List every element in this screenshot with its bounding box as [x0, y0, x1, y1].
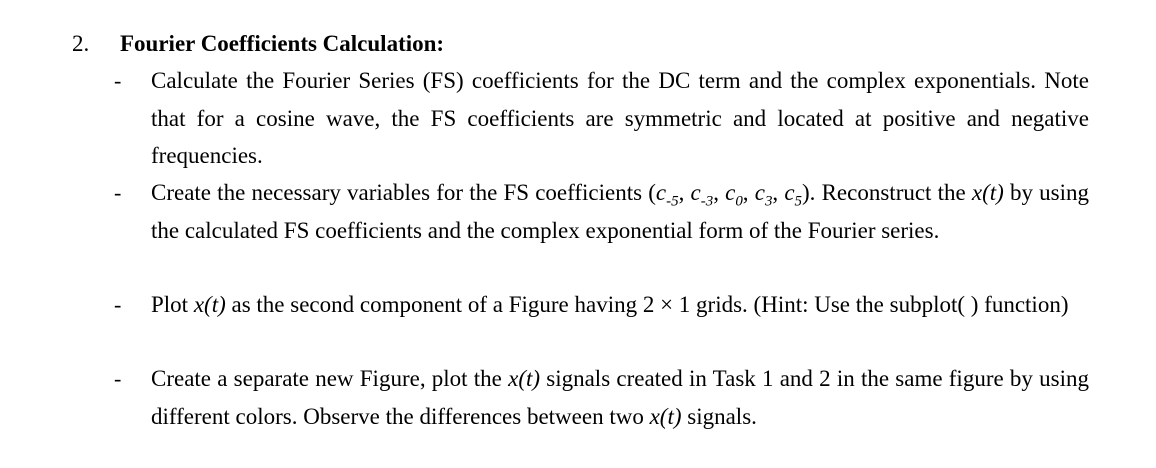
bullet-text — [151, 286, 1089, 324]
text-segment: ). Reconstruct the — [802, 180, 972, 205]
bullet-text — [151, 360, 1089, 435]
signal-symbol: x(t) — [971, 180, 1004, 205]
signal-symbol: x(t) — [193, 292, 226, 317]
bullet-text: Create the necessary variables for the FS coefficients ($c_{-5}$, $c_{-3}$, $c_0$, $c_3$, $c_5$). Reconstruct the x(t) by using the calculated FS coefficients and the complex exponential form of the Fourier series. — [151, 180, 1090, 243]
signal-symbol: x(t) — [508, 366, 541, 391]
coefficient-c-minus3: $c_{-3}$ — [690, 180, 714, 210]
coefficient-c-minus5: $c_{-5}$ — [655, 180, 679, 210]
signal-symbol: x(t) — [649, 403, 682, 429]
text-segment: Create the necessary variables for the FS coefficients ( — [151, 180, 656, 205]
text-segment: Create a separate new Figure, plot the — [151, 366, 509, 391]
coefficient-c5: $c_5$ — [784, 180, 803, 210]
coefficient-c3: $c_3$ — [754, 180, 773, 210]
text-segment: signals. — [681, 403, 757, 429]
bullet-marker: - — [114, 180, 122, 205]
section-number: 2. — [72, 31, 90, 56]
bullet-marker: - — [114, 292, 122, 317]
bullet-text — [151, 62, 1089, 175]
section-title: Fourier Coefficients Calculation: — [120, 31, 445, 56]
text-segment: signals created in Task 1 and 2 in the same figure by using different colors. Observe the differences between two — [151, 366, 1089, 429]
section-heading — [72, 29, 444, 59]
bullet-marker: - — [114, 68, 122, 93]
text-segment: Plot — [151, 292, 194, 317]
text-segment: as the second component of a Figure having 2 × 1 grids. (Hint: Use the subplot( ) function) — [225, 292, 1069, 317]
coefficient-c0: $c_0$ — [725, 180, 743, 210]
bullet-marker: - — [114, 366, 122, 391]
bullet-text-content: Calculate the Fourier Series (FS) coefficients for the DC term and the complex exponentials. Note that for a cosine wave, the FS coefficients are symmetric and located at positive and negative frequencies. — [151, 68, 1089, 168]
text-segment: by using the calculated FS coefficients and the complex exponential form of the Fourier series. — [151, 180, 1090, 243]
